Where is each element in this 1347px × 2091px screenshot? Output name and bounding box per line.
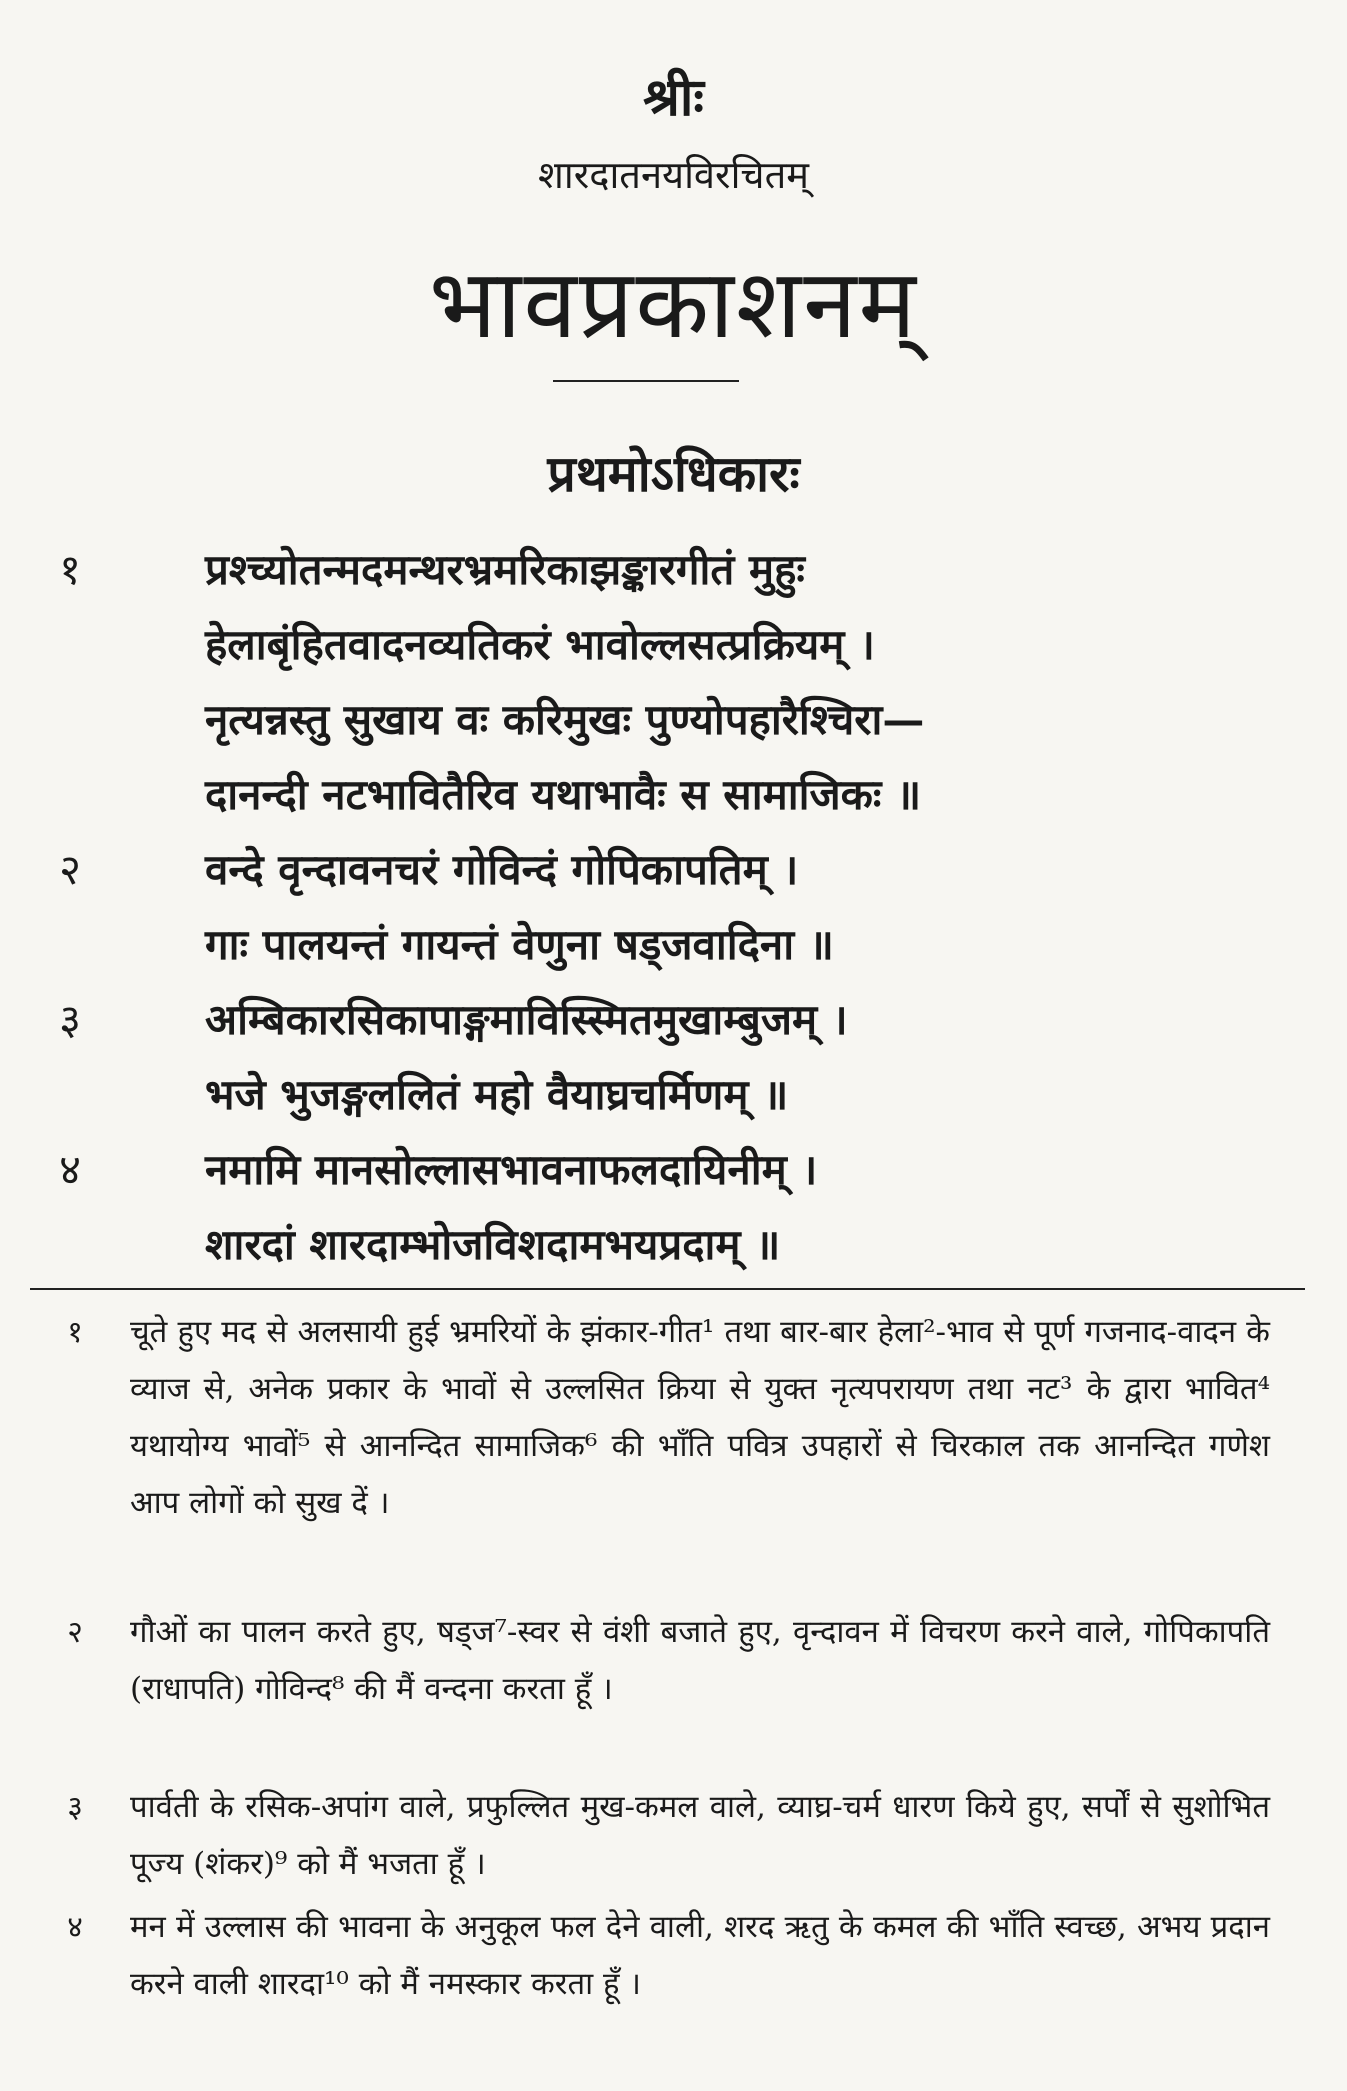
note-number: ३ xyxy=(67,1790,83,1825)
verse-number: २ xyxy=(59,845,81,894)
verse-line: गाः पालयन्तं गायन्तं वेणुना षड्जवादिना ॥ xyxy=(205,920,834,969)
note-text: गौओं का पालन करते हुए, षड्ज⁷-स्वर से वंशी बजाते हुए, वृन्दावन में विचरण करने वाले, गोपिकापति (राधापति) गोविन्द⁸ की मैं वन्दना करता हूँ । xyxy=(130,1614,1270,1707)
note-number: १ xyxy=(67,1315,83,1350)
note-text: पार्वती के रसिक-अपांग वाले, प्रफुल्लित मुख-कमल वाले, व्याघ्र-चर्म धारण किये हुए, सर्पों से सुशोभित पूज्य (शंकर)⁹ को मैं भजता हूँ । xyxy=(130,1789,1270,1882)
verse-line: दानन्दी नटभावितैरिव यथाभावैः स सामाजिकः ॥ xyxy=(205,770,922,819)
verse-line: हेलाबृंहितवादनव्यतिकरं भावोल्लसत्प्रक्रियम् । xyxy=(205,620,875,669)
book-title: भावप्रकाशनम् xyxy=(429,248,918,360)
verse-line: भजे भुजङ्गललितं महो वैयाघ्रचर्मिणम् ॥ xyxy=(205,1070,789,1119)
verse-line: नृत्यन्नस्तु सुखाय वः करिमुखः पुण्योपहारैश्चिरा— xyxy=(205,695,925,744)
section-divider xyxy=(30,1288,1305,1290)
verse-line: शारदां शारदाम्भोजविशदामभयप्रदाम् ॥ xyxy=(205,1220,781,1269)
author-line: शारदातनयविरचितम् xyxy=(538,153,809,197)
verse-line: नमामि मानसोल्लासभावनाफलदायिनीम् । xyxy=(205,1145,818,1194)
verse-number: ४ xyxy=(59,1145,81,1194)
invocation: श्रीः xyxy=(643,67,704,128)
chapter-heading: प्रथमोऽधिकारः xyxy=(547,444,800,503)
verse-number: ३ xyxy=(59,995,81,1044)
verse-line: अम्बिकारसिकापाङ्गमाविस्स्मितमुखाम्बुजम् । xyxy=(205,995,848,1044)
note-number: ४ xyxy=(67,1910,83,1945)
verse-line: वन्दे वृन्दावनचरं गोविन्दं गोपिकापतिम् । xyxy=(205,845,799,894)
note-number: २ xyxy=(67,1615,83,1650)
note-text: चूते हुए मद से अलसायी हुई भ्रमरियों के झंकार-गीत¹ तथा बार-बार हेला²-भाव से पूर्ण गजनाद-वादन के व्याज से, अनेक प्रकार के भावों से उल्लसित क्रिया से युक्त नृत्यपरायण तथा नट³ के द्वारा भावित⁴ यथायोग्य भावों⁵ से आनन्दित सामाजिक⁶ की भाँति पवित्र उपहारों से चिरकाल तक आनन्दित गणेश आप लोगों को सुख दें । xyxy=(130,1314,1270,1521)
title-underline xyxy=(553,380,739,382)
note-text: मन में उल्लास की भावना के अनुकूल फल देने वाली, शरद ऋतु के कमल की भाँति स्वच्छ, अभय प्रदान करने वाली शारदा¹⁰ को मैं नमस्कार करता हूँ । xyxy=(130,1909,1270,2002)
verse-line: प्रश्च्योतन्मदमन्थरभ्रमरिकाझङ्कारगीतं मुहुः xyxy=(205,545,805,594)
verse-number: १ xyxy=(59,545,81,594)
